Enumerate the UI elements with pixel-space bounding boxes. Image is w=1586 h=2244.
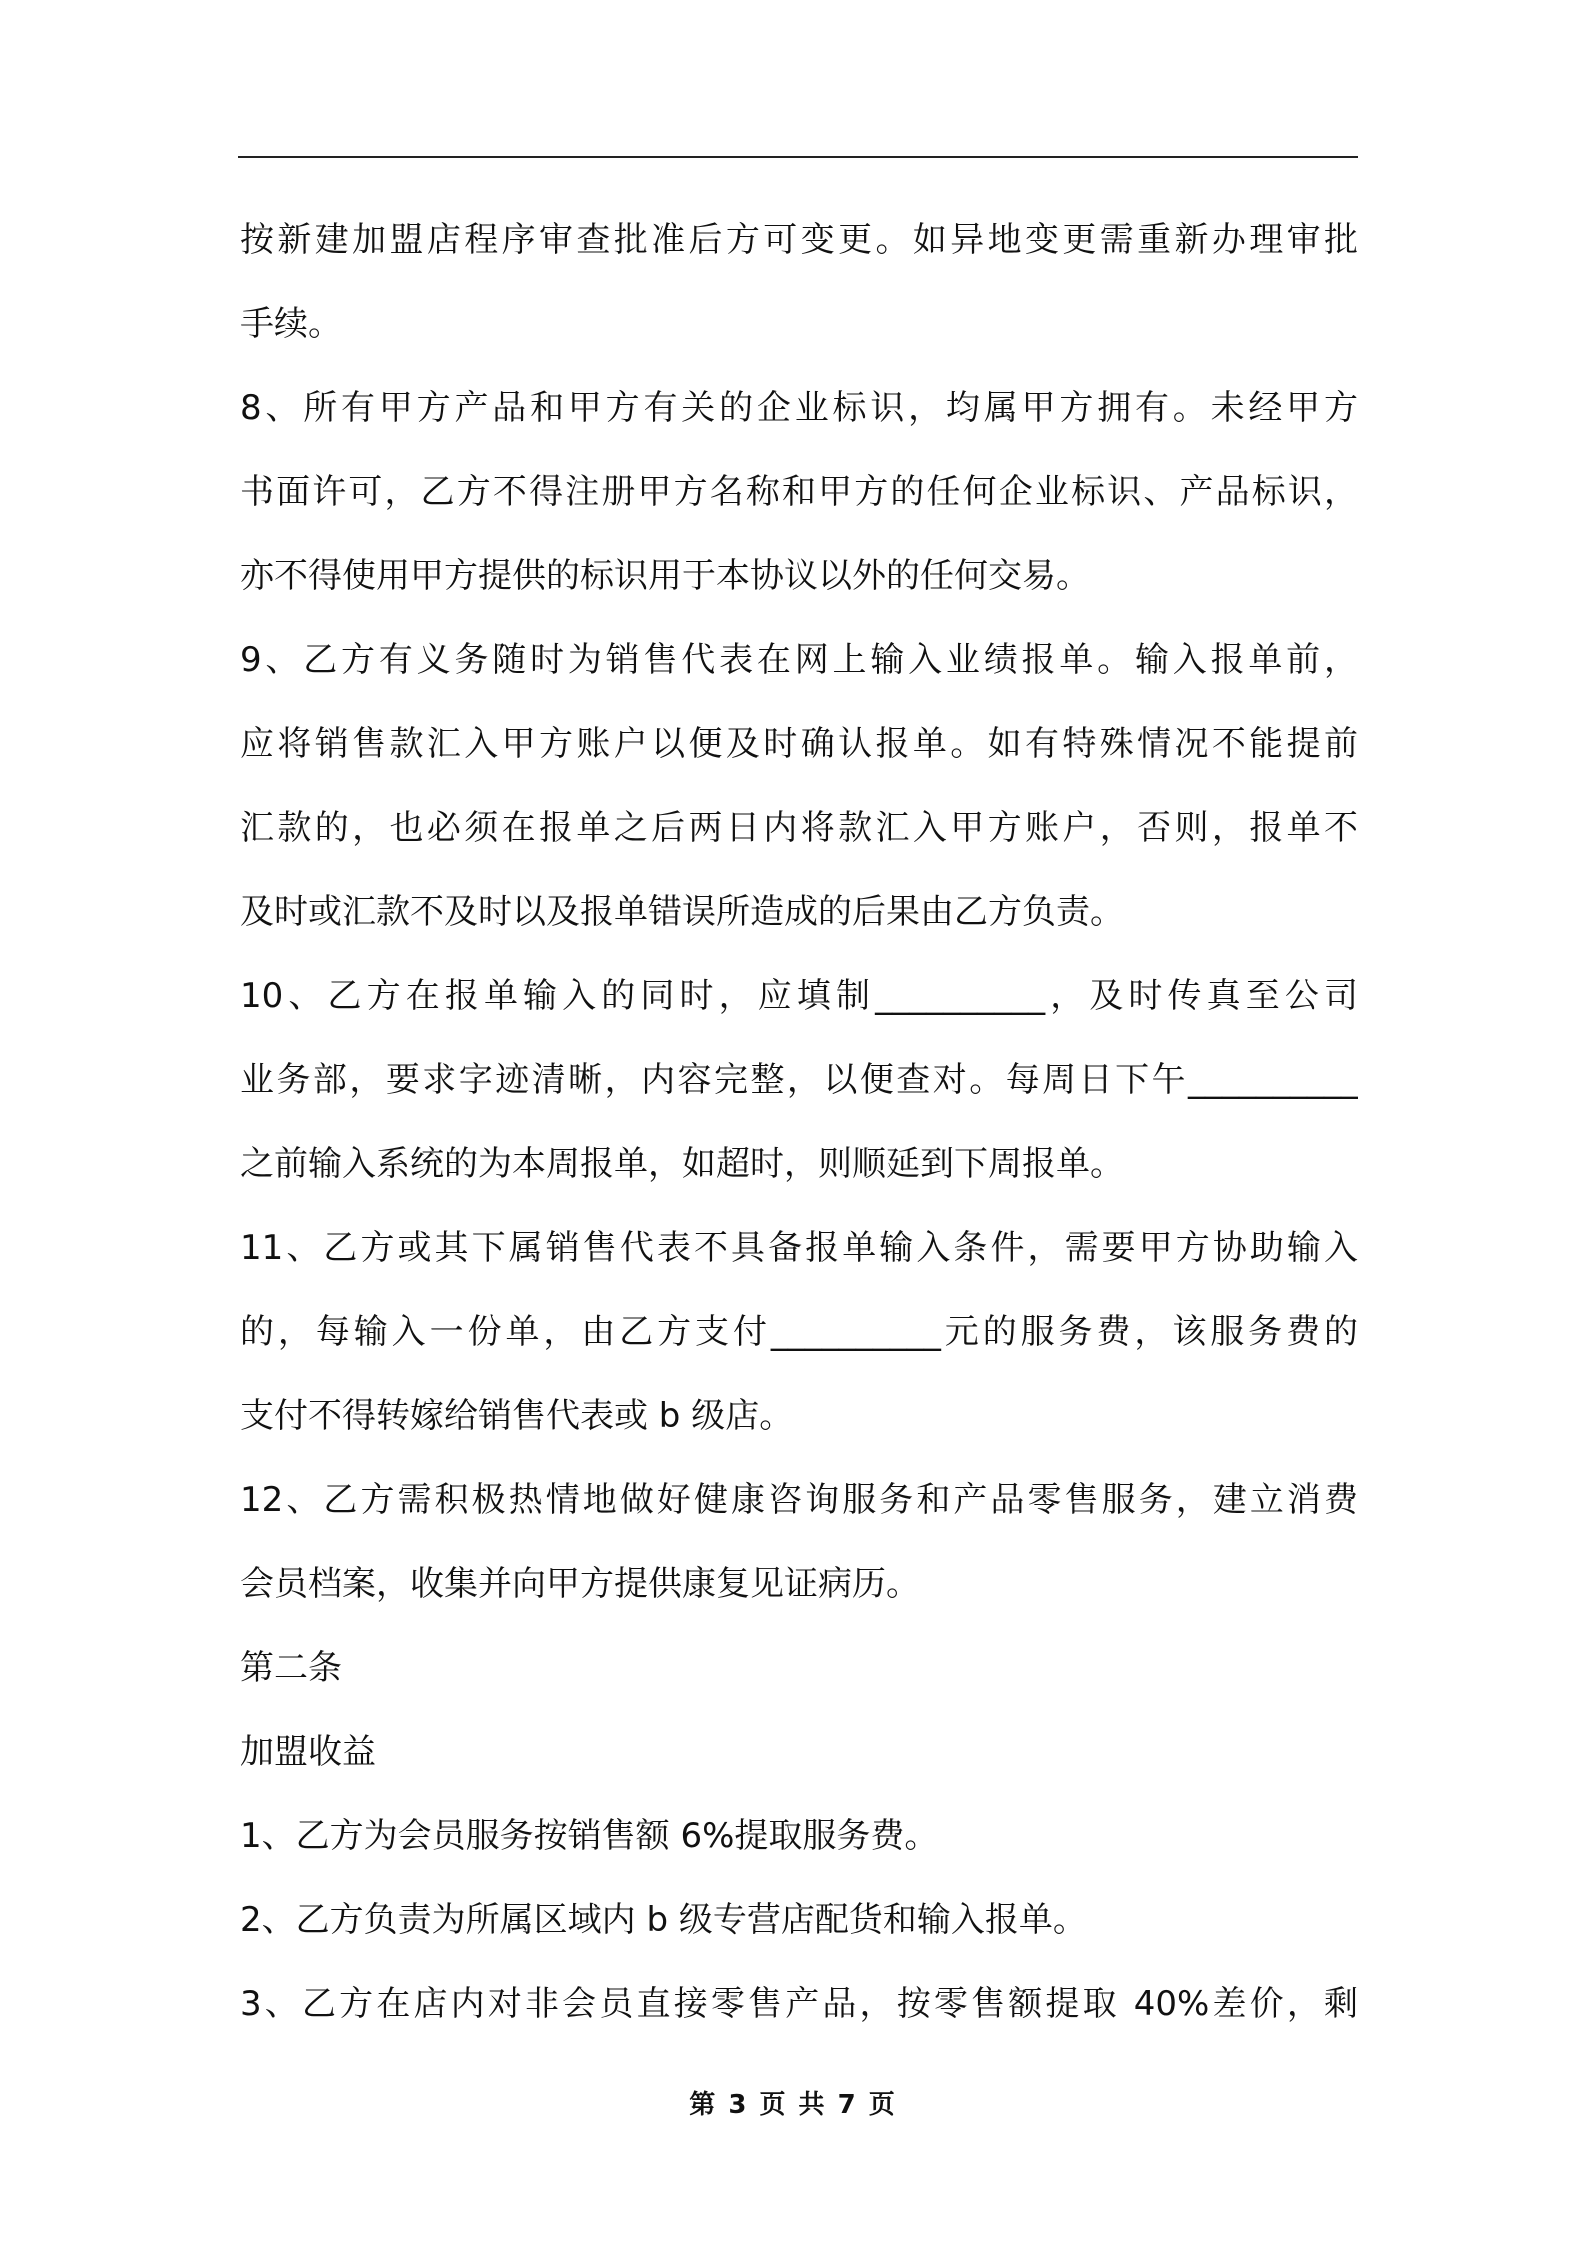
- document-line: 书面许可，乙方不得注册甲方名称和甲方的任何企业标识、产品标识，: [240, 472, 1358, 512]
- section-subheading: 加盟收益: [240, 1732, 376, 1772]
- document-line: 9、乙方有义务随时为销售代表在网上输入业绩报单。输入报单前，: [240, 640, 1358, 680]
- document-line: 手续。: [240, 304, 342, 344]
- section-heading: 第二条: [240, 1648, 342, 1688]
- document-line: 之前输入系统的为本周报单，如超时，则顺延到下周报单。: [240, 1144, 1124, 1184]
- document-line: 亦不得使用甲方提供的标识用于本协议以外的任何交易。: [240, 556, 1090, 596]
- document-line: 的，每输入一份单，由乙方支付__________元的服务费，该服务费的: [240, 1312, 1358, 1352]
- document-line: 及时或汇款不及时以及报单错误所造成的后果由乙方负责。: [240, 892, 1124, 932]
- document-line: 8、所有甲方产品和甲方有关的企业标识，均属甲方拥有。未经甲方: [240, 388, 1358, 428]
- document-line: 支付不得转嫁给销售代表或 b 级店。: [240, 1396, 794, 1436]
- document-line: 12、乙方需积极热情地做好健康咨询服务和产品零售服务，建立消费: [240, 1480, 1358, 1520]
- document-line: 按新建加盟店程序审查批准后方可变更。如异地变更需重新办理审批: [240, 220, 1358, 260]
- document-line: 汇款的，也必须在报单之后两日内将款汇入甲方账户，否则，报单不: [240, 808, 1358, 848]
- document-line: 应将销售款汇入甲方账户以便及时确认报单。如有特殊情况不能提前: [240, 724, 1358, 764]
- document-line: 10、乙方在报单输入的同时，应填制__________，及时传真至公司: [240, 976, 1358, 1016]
- document-body: [240, 198, 1358, 2046]
- document-line: 3、乙方在店内对非会员直接零售产品，按零售额提取 40%差价，剩: [240, 1984, 1358, 2024]
- document-line: 1、乙方为会员服务按销售额 6%提取服务费。: [240, 1816, 939, 1856]
- document-line: 业务部，要求字迹清晰，内容完整，以便查对。每周日下午__________: [240, 1060, 1358, 1100]
- document-line: 2、乙方负责为所属区域内 b 级专营店配货和输入报单。: [240, 1900, 1087, 1940]
- document-line: 11、乙方或其下属销售代表不具备报单输入条件，需要甲方协助输入: [240, 1228, 1358, 1268]
- page-number-footer: 第 3 页 共 7 页: [689, 2090, 897, 2120]
- header-rule: [238, 156, 1358, 158]
- document-line: 会员档案，收集并向甲方提供康复见证病历。: [240, 1564, 920, 1604]
